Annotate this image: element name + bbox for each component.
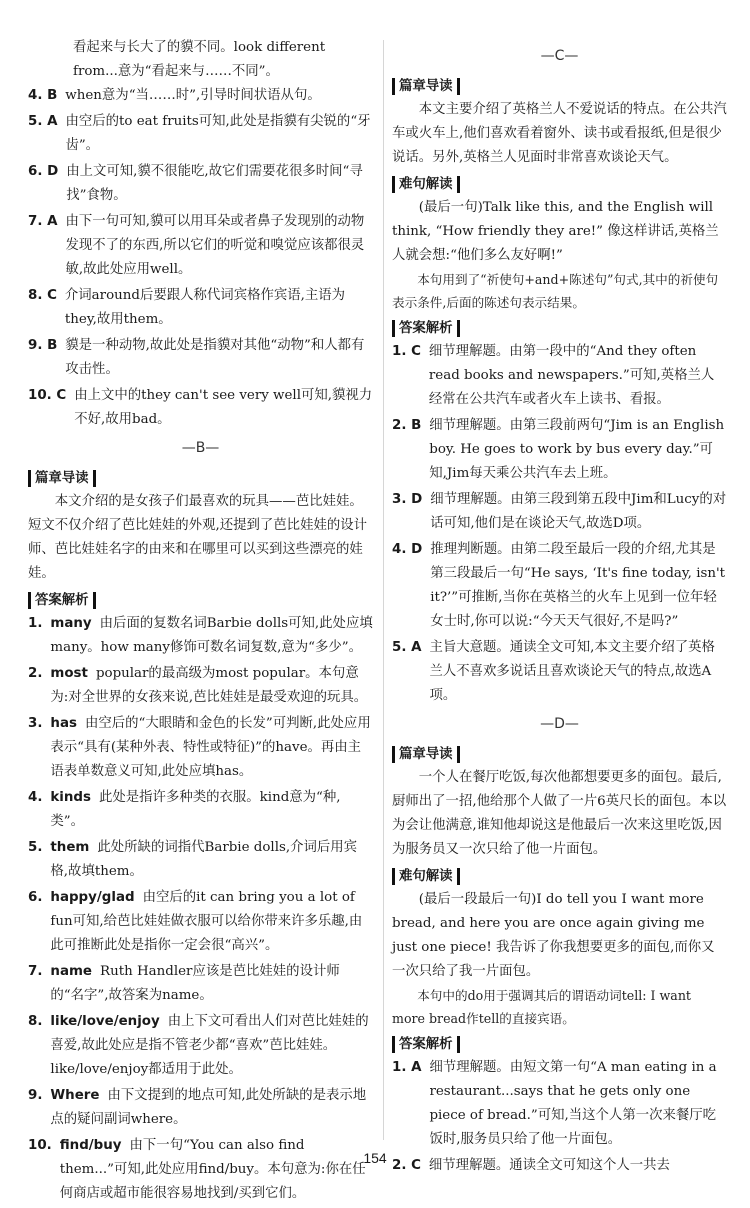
answer-number: 3. <box>28 716 43 731</box>
answer-number: 4. D <box>392 542 423 557</box>
answer-item <box>28 384 373 432</box>
answer-item <box>392 538 727 634</box>
answer-word: Where <box>50 1088 100 1103</box>
answer-item <box>28 1010 373 1082</box>
answer-word: most <box>50 666 88 681</box>
continued-text: from...意为“看起来与……不同”。 <box>73 64 279 79</box>
answer-word: happy/glad <box>50 890 135 905</box>
answer-text: 由空后的“大眼睛和金色的长发”可判断,此处应用表示“具有(某种外表、特性或特征)”的have。再由主语表单数意义可知,此处应填has。 <box>50 716 371 779</box>
answer-number: 2. B <box>392 418 422 433</box>
answer-item <box>392 1056 727 1152</box>
answer-heading: 答案解析 <box>28 592 96 609</box>
answer-text: when意为“当……时”,引导时间状语从句。 <box>65 88 321 103</box>
page-number: 154 <box>363 1150 387 1166</box>
answer-item <box>28 1134 373 1206</box>
answer-number: 5. A <box>28 114 58 129</box>
answer-number: 8. C <box>28 288 57 303</box>
hard-sentence-text: (最后一句)Talk like this, and the English will think, “How friendly they are!” 像这样讲话,英格兰人就会想:“他们多么友好啊!” <box>392 200 719 263</box>
answer-number: 3. D <box>392 492 423 507</box>
answer-text: 细节理解题。由第一段中的“And they often read books and newspapers.”可知,英格兰人经常在公共汽车或者火车上读书、看报。 <box>428 344 715 407</box>
answer-text: 细节理解题。由短文第一句“A man eating in a restaurant...says that he gets only one piece of bread.”可知,当这个人第一次来餐厅吃饭时,服务员只给了他一片面包。 <box>429 1060 717 1147</box>
answer-text: 推理判断题。由第二段至最后一段的介绍,尤其是第三段最后一句“He says, ‘It's fine today, isn't it?’”可推断,当你在英格兰的火车上见到一位年轻女士时,你可以说:“今天天气很好,不是吗?” <box>430 542 726 629</box>
hard-sentence-heading: 难句解读 <box>392 868 460 885</box>
answer-text: 由后面的复数名词Barbie dolls可知,此处应填many。how many修饰可数名词复数,意为“多少”。 <box>50 616 373 655</box>
answer-number: 9. <box>28 1088 43 1103</box>
hard-sentence-heading: 难句解读 <box>392 176 460 193</box>
answer-list-a <box>28 84 373 432</box>
answer-item <box>28 84 373 108</box>
answer-number: 6. D <box>28 164 59 179</box>
answer-number: 1. C <box>392 344 421 359</box>
answer-item <box>28 1084 373 1132</box>
answer-item <box>28 836 373 884</box>
answer-number: 1. A <box>392 1060 422 1075</box>
answer-number: 10. <box>28 1138 52 1153</box>
answer-word: find/buy <box>59 1138 122 1153</box>
hard-sentence-note: 本句中的do用于强调其后的谓语动词tell: I want more bread作tell的直接宾语。 <box>392 988 691 1026</box>
right-column <box>392 40 727 1180</box>
answer-item <box>28 334 373 382</box>
answer-item <box>28 210 373 282</box>
answer-number: 5. A <box>392 640 422 655</box>
guide-heading: 篇章导读 <box>392 78 460 95</box>
answer-word: many <box>50 616 92 631</box>
answer-text: 介词around后要跟人称代词宾格作宾语,主语为they,故用them。 <box>64 288 346 327</box>
answer-item <box>392 488 727 536</box>
answer-text: popular的最高级为most popular。本句意为:对全世界的女孩来说,芭比娃娃是最受欢迎的玩具。 <box>50 666 368 705</box>
answer-number: 7. A <box>28 214 58 229</box>
answer-number: 4. B <box>28 88 58 103</box>
answer-text: 由下一句“You can also find them...”可知,此处应用find/buy。本句意为:你在任何商店或超市能很容易地找到/买到它们。 <box>59 1138 366 1201</box>
answer-number: 10. C <box>28 388 67 403</box>
answer-text: 细节理解题。由第三段前两句“Jim is an English boy. He goes to work by bus every day.”可知,Jim每天乘公共汽车去上班。 <box>429 418 725 481</box>
answer-text: 貘是一种动物,故此处是指貘对其他“动物”和人都有攻击性。 <box>65 338 365 377</box>
answer-item <box>28 160 373 208</box>
answer-word: kinds <box>50 790 91 805</box>
answer-number: 2. <box>28 666 43 681</box>
answer-number: 7. <box>28 964 43 979</box>
answer-number: 6. <box>28 890 43 905</box>
answer-item <box>28 662 373 710</box>
answer-number: 9. B <box>28 338 58 353</box>
section-d-title: —D— <box>540 716 579 732</box>
answer-text: 由空后的to eat fruits可知,此处是指貘有尖锐的“牙齿”。 <box>65 114 371 153</box>
guide-paragraph: 一个人在餐厅吃饭,每次他都想要更多的面包。最后,厨师出了一招,他给那个人做了一片6英尺长的面包。本以为会让他满意,谁知他却说这是他最后一次来这里吃饭,因为服务员又一次只给了他一片面包。 <box>392 770 727 857</box>
hard-sentence-note: 本句用到了“祈使句+and+陈述句”句式,其中的祈使句表示条件,后面的陈述句表示结果。 <box>392 272 719 310</box>
answer-text: 主旨大意题。通读全文可知,本文主要介绍了英格兰人不喜欢多说话且喜欢谈论天气的特点,故选A项。 <box>429 640 715 703</box>
answer-number: 2. C <box>392 1158 421 1173</box>
answer-item <box>392 340 727 412</box>
guide-heading: 篇章导读 <box>28 470 96 487</box>
answer-text: 由下一句可知,貘可以用耳朵或者鼻子发现别的动物发现不了的东西,所以它们的听觉和嗅觉应该都很灵敏,故此处应用well。 <box>65 214 365 277</box>
guide-paragraph: 本文主要介绍了英格兰人不爱说话的特点。在公共汽车或火车上,他们喜欢看着窗外、读书或看报纸,但是很少说话。另外,英格兰人见面时非常喜欢谈论天气。 <box>392 102 727 165</box>
answer-word: name <box>50 964 93 979</box>
answer-word: them <box>50 840 90 855</box>
answer-text: 由下文提到的地点可知,此处所缺的是表示地点的疑问副词where。 <box>50 1088 367 1127</box>
answer-text: Ruth Handler应该是芭比娃娃的设计师的“名字”,故答案为name。 <box>50 964 340 1003</box>
answer-number: 5. <box>28 840 43 855</box>
answer-text: 由上文中的they can't see very well可知,貘视力不好,故用bad。 <box>74 388 373 427</box>
answer-item <box>28 886 373 958</box>
answer-item <box>392 414 727 486</box>
answer-number: 8. <box>28 1014 43 1029</box>
answer-item <box>28 284 373 332</box>
guide-paragraph: 本文介绍的是女孩子们最喜欢的玩具——芭比娃娃。短文不仅介绍了芭比娃娃的外观,还提到了芭比娃娃的设计师、芭比娃娃名字的由来和在哪里可以买到这些漂亮的娃娃。 <box>28 494 368 581</box>
answer-number: 4. <box>28 790 43 805</box>
answer-heading: 答案解析 <box>392 1036 460 1053</box>
answer-list-b <box>28 612 373 1206</box>
answer-item <box>28 960 373 1008</box>
section-c-title: —C— <box>540 48 579 64</box>
answer-item <box>28 110 373 158</box>
answer-word: has <box>50 716 77 731</box>
answer-item <box>28 712 373 784</box>
answer-item <box>28 786 373 834</box>
answer-word: like/love/enjoy <box>50 1014 160 1029</box>
hard-sentence-text: (最后一段最后一句)I do tell you I want more bread, and here you are once again giving me just one piece! 我告诉了你我想要更多的面包,而你又一次只给了我一片面包。 <box>392 892 715 979</box>
answer-text: 细节理解题。通读全文可知这个人一共去 <box>428 1158 670 1173</box>
section-b-title: —B— <box>181 440 220 456</box>
answer-text: 由上下文可看出人们对芭比娃娃的喜爱,故此处应是指不管老少都“喜欢”芭比娃娃。like/love/enjoy都适用于此处。 <box>50 1014 369 1077</box>
answer-text: 此处是指许多种类的衣服。kind意为“种,类”。 <box>50 790 341 829</box>
answer-number: 1. <box>28 616 43 631</box>
answer-text: 此处所缺的词指代Barbie dolls,介词后用宾格,故填them。 <box>50 840 358 879</box>
column-divider <box>383 40 384 1140</box>
answer-text: 由空后的it can bring you a lot of fun可知,给芭比娃娃做衣服可以给你带来许多乐趣,由此可推断此处是指你一定会很“高兴”。 <box>50 890 363 953</box>
continued-text: 看起来与长大了的貘不同。look different <box>73 40 326 55</box>
answer-text: 由上文可知,貘不很能吃,故它们需要花很多时间“寻找”食物。 <box>66 164 363 203</box>
left-column <box>28 36 373 1208</box>
answer-item <box>392 636 727 708</box>
answer-text: 细节理解题。由第三段到第五段中Jim和Lucy的对话可知,他们是在谈论天气,故选D项。 <box>430 492 727 531</box>
guide-heading: 篇章导读 <box>392 746 460 763</box>
answer-heading: 答案解析 <box>392 320 460 337</box>
answer-item <box>28 612 373 660</box>
answer-list-c <box>392 340 727 708</box>
